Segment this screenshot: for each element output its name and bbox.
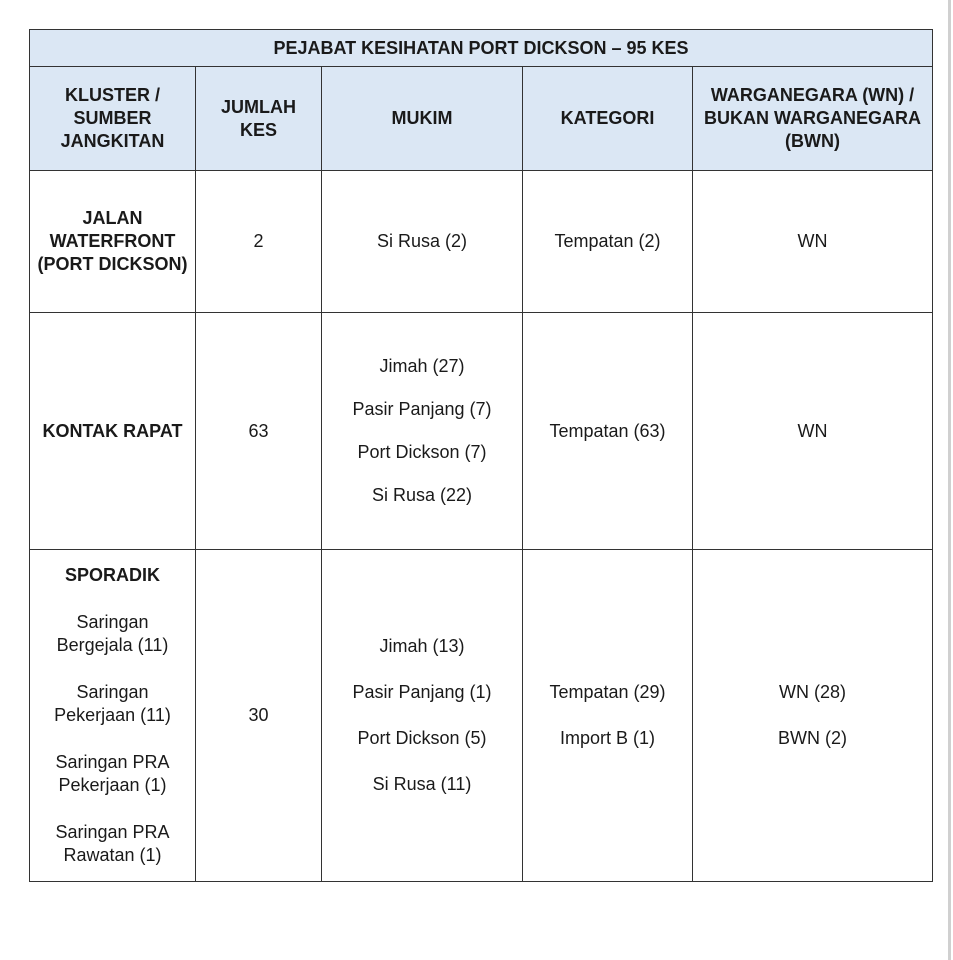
mukim-item: Pasir Panjang (1) bbox=[352, 682, 492, 702]
header-warganegara: WARGANEGARA (WN) / BUKAN WARGANEGARA (BWN) bbox=[693, 67, 933, 171]
kategori-item: Tempatan (29) bbox=[549, 682, 666, 702]
cell-mukim bbox=[322, 550, 523, 882]
kategori-item: Tempatan (63) bbox=[549, 420, 666, 441]
mukim-item: Pasir Panjang (7) bbox=[352, 399, 492, 419]
kluster-item: Saringan Pekerjaan (11) bbox=[54, 682, 171, 725]
cell-mukim bbox=[322, 313, 523, 550]
page-edge-line bbox=[948, 0, 951, 960]
header-jumlah-kes: JUMLAH KES bbox=[196, 67, 322, 171]
kluster-item: Saringan Bergejala (11) bbox=[56, 612, 169, 655]
cases-table bbox=[29, 29, 933, 882]
warganegara-item: WN (28) bbox=[779, 682, 847, 702]
header-kategori: KATEGORI bbox=[523, 67, 693, 171]
cell-warganegara bbox=[693, 313, 933, 550]
cell-kategori bbox=[523, 313, 693, 550]
kategori-item: Tempatan (2) bbox=[554, 231, 661, 251]
kluster-item: Saringan PRA Pekerjaan (1) bbox=[55, 752, 170, 795]
cell-warganegara bbox=[693, 550, 933, 882]
cell-warganegara bbox=[693, 171, 933, 313]
cell-kluster bbox=[30, 550, 196, 882]
warganegara-item: WN bbox=[797, 420, 828, 441]
cell-kategori bbox=[523, 171, 693, 313]
cell-kategori bbox=[523, 550, 693, 882]
table-row bbox=[30, 171, 933, 313]
table-row bbox=[30, 550, 933, 882]
mukim-item: Port Dickson (5) bbox=[357, 728, 487, 748]
mukim-item: Si Rusa (11) bbox=[372, 774, 472, 794]
table-title: PEJABAT KESIHATAN PORT DICKSON – 95 KES bbox=[30, 30, 933, 67]
cell-kluster: KONTAK RAPAT bbox=[30, 313, 196, 550]
cell-jumlah: 30 bbox=[196, 550, 322, 882]
cell-kluster: JALAN WATERFRONT (PORT DICKSON) bbox=[30, 171, 196, 313]
warganegara-item: WN bbox=[797, 231, 828, 251]
mukim-item: Si Rusa (22) bbox=[371, 485, 473, 505]
title-row bbox=[30, 30, 933, 67]
table-row bbox=[30, 313, 933, 550]
header-row bbox=[30, 67, 933, 171]
cell-jumlah: 63 bbox=[196, 313, 322, 550]
mukim-item: Port Dickson (7) bbox=[357, 442, 487, 462]
cell-jumlah: 2 bbox=[196, 171, 322, 313]
mukim-item: Si Rusa (2) bbox=[376, 231, 468, 251]
header-mukim: MUKIM bbox=[322, 67, 523, 171]
warganegara-item: BWN (2) bbox=[778, 728, 848, 748]
mukim-item: Jimah (27) bbox=[379, 356, 465, 376]
kluster-title: SPORADIK bbox=[64, 565, 160, 585]
header-kluster: KLUSTER / SUMBER JANGKITAN bbox=[30, 67, 196, 171]
mukim-item: Jimah (13) bbox=[379, 636, 465, 656]
kategori-item: Import B (1) bbox=[559, 728, 656, 748]
kluster-item: Saringan PRA Rawatan (1) bbox=[55, 822, 170, 865]
cell-mukim bbox=[322, 171, 523, 313]
